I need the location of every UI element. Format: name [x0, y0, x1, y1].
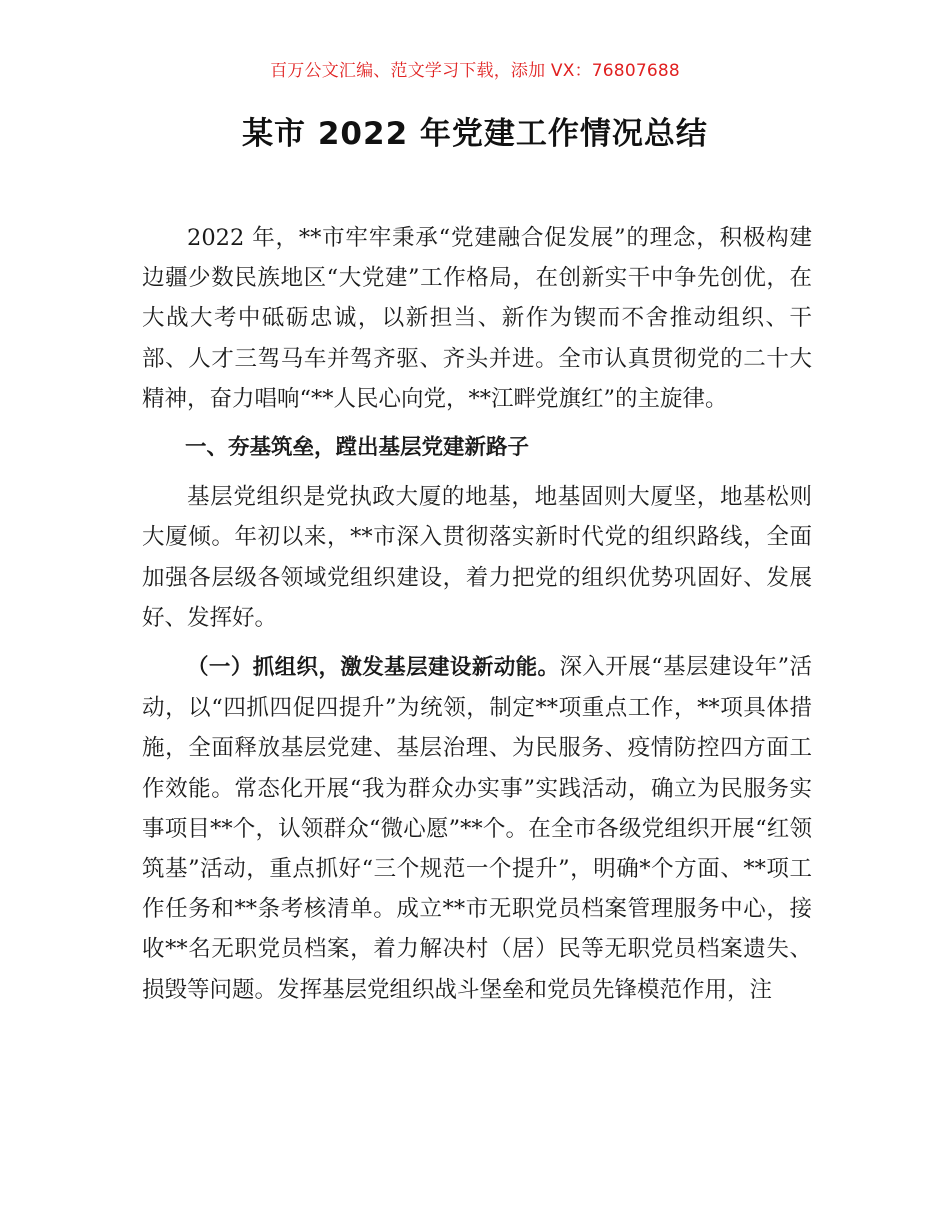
intro-paragraph: 2022 年，**市牢牢秉承“党建融合促发展”的理念，积极构建边疆少数民族地区“大党建”工作格局，在创新实干中争先创优，在大战大考中砥砺忠诚，以新担当、新作为锲而不舍推动组织、干部、人才三驾马车并驾齐驱、齐头并进。全市认真贯彻党的二十大精神，奋力唱响“**人民心向党，**江畔党旗红”的主旋律。 — [142, 225, 812, 412]
subsection-paragraph — [142, 647, 812, 1010]
document-title: 某市 2022 年党建工作情况总结 — [242, 116, 708, 152]
section-heading: 一、夯基筑垒，蹚出基层党建新路子 — [185, 435, 530, 461]
document-body — [142, 218, 812, 1019]
subsection-heading: （一）抓组织，激发基层建设新动能。 — [187, 655, 560, 681]
subsection-text: 深入开展“基层建设年”活动，以“四抓四促四提升”为统领，制定**项重点工作，**项具体措施，全面释放基层党建、基层治理、为民服务、疫情防控四方面工作效能。常态化开展“我为群众办实事”实践活动，确立为民服务实事项目**个，认领群众“微心愿”**个。在全市各级党组织开展“红领筑基”活动，重点抓好“三个规范一个提升”，明确*个方面、**项工作任务和**条考核清单。成立**市无职党员档案管理服务中心，接收**名无职党员档案，着力解决村（居）民等无职党员档案遗失、损毁等问题。发挥基层党组织战斗堡垒和党员先锋模范作用，注 — [142, 654, 812, 1003]
section-paragraph: 基层党组织是党执政大厦的地基，地基固则大厦坚，地基松则大厦倾。年初以来，**市深入贯彻落实新时代党的组织路线，全面加强各层级各领域党组织建设，着力把党的组织优势巩固好、发展好、发挥好。 — [142, 484, 812, 631]
promo-banner: 百万公文汇编、范文学习下载，添加 VX：76807688 — [270, 61, 680, 81]
